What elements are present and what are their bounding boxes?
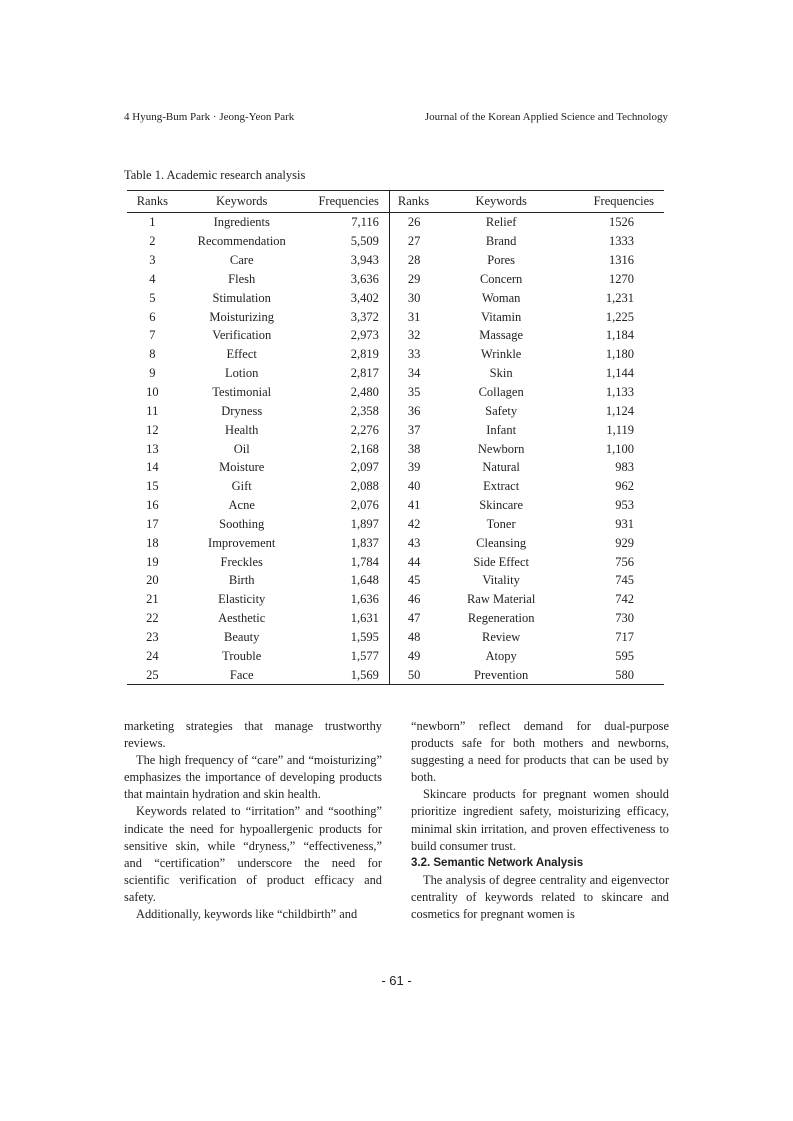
rank-cell: 9: [149, 366, 156, 381]
keyword-cell: Acne: [228, 498, 255, 513]
table-body: [127, 213, 664, 685]
keyword-cell: Moisture: [219, 460, 265, 475]
paragraph: Skincare products for pregnant women should prioritize ingredient safety, moisturizing efficacy, minimal skin irritation, and proven effectiveness to build consumer trust.: [411, 787, 669, 853]
frequency-cell: 1,119: [606, 422, 634, 437]
keyword-cell: Toner: [486, 516, 516, 531]
rank-cell: 49: [389, 646, 451, 665]
rank-cell: 37: [389, 420, 451, 439]
table-row: [127, 496, 664, 515]
keyword-cell: Freckles: [220, 554, 263, 569]
frequency-cell: 1,569: [306, 665, 390, 684]
table-row: [127, 552, 664, 571]
frequency-cell: 1,595: [350, 629, 379, 644]
rank-cell: 41: [389, 496, 451, 515]
rank-cell: 15: [146, 479, 159, 494]
keyword-cell: Prevention: [451, 665, 551, 684]
keyword-cell: Lotion: [225, 366, 259, 381]
keyword-cell: Improvement: [208, 535, 276, 550]
rank-cell: 13: [146, 441, 159, 456]
frequency-cell: 717: [615, 629, 634, 644]
rank-cell: 5: [149, 290, 156, 305]
table-row: [127, 571, 664, 590]
keyword-frequency-table: [127, 190, 664, 685]
keyword-cell: Vitamin: [481, 309, 522, 324]
keyword-cell: Ingredients: [213, 215, 270, 230]
rank-cell: 32: [389, 326, 451, 345]
page-number: - 61 -: [381, 973, 412, 988]
frequency-cell: 2,076: [350, 498, 379, 513]
rank-cell: 30: [389, 288, 451, 307]
table-row: [127, 326, 664, 345]
header-keywords-2: Keywords: [451, 191, 551, 213]
section-heading: 3.2. Semantic Network Analysis: [411, 856, 584, 869]
frequency-cell: 2,819: [350, 347, 379, 362]
rank-cell: 35: [389, 383, 451, 402]
keyword-cell: Beauty: [224, 629, 260, 644]
rank-cell: 36: [389, 401, 451, 420]
rank-cell: 19: [146, 554, 159, 569]
frequency-cell: 2,358: [350, 403, 379, 418]
paragraph: marketing strategies that manage trustworthy reviews.: [124, 719, 382, 751]
frequency-cell: 2,480: [350, 385, 379, 400]
frequency-cell: 1,184: [605, 328, 634, 343]
table-row: [127, 383, 664, 402]
rank-cell: 10: [146, 385, 159, 400]
frequency-cell: 1,577: [350, 648, 379, 663]
rank-cell: 2: [149, 234, 156, 249]
header-frequencies: Frequencies: [306, 191, 390, 213]
table-row: [127, 364, 664, 383]
frequency-cell: 7,116: [351, 215, 379, 230]
keyword-cell: Oil: [233, 441, 250, 456]
frequency-cell: 3,943: [350, 253, 379, 268]
rank-cell: 22: [146, 611, 159, 626]
frequency-cell: 983: [615, 460, 634, 475]
keyword-cell: Collagen: [478, 385, 524, 400]
table-row: [127, 213, 664, 232]
rank-cell: 43: [389, 533, 451, 552]
table-row: [127, 401, 664, 420]
rank-cell: 11: [146, 403, 159, 418]
rank-cell: 24: [146, 648, 159, 663]
frequency-cell: 745: [615, 573, 634, 588]
table-row: [127, 288, 664, 307]
keyword-cell: Birth: [228, 573, 255, 588]
keyword-cell: Verification: [212, 328, 272, 343]
frequency-cell: 5,509: [350, 234, 379, 249]
rank-cell: 23: [146, 629, 159, 644]
rank-cell: 16: [146, 498, 159, 513]
rank-cell: 40: [389, 477, 451, 496]
table-row: [127, 628, 664, 647]
frequency-cell: 730: [615, 611, 634, 626]
table-row: [127, 307, 664, 326]
frequency-cell: 2,088: [350, 479, 379, 494]
rank-cell: 45: [389, 571, 451, 590]
table-row: [127, 477, 664, 496]
table-row: [127, 270, 664, 289]
keyword-cell: Recommendation: [197, 234, 286, 249]
rank-cell: 38: [389, 439, 451, 458]
rank-cell: 12: [146, 422, 159, 437]
keyword-cell: Concern: [479, 271, 523, 286]
rank-cell: 8: [149, 347, 156, 362]
frequency-cell: 1,636: [350, 592, 379, 607]
header-ranks-2: Ranks: [389, 191, 451, 213]
keyword-cell: Gift: [231, 479, 252, 494]
frequency-cell: 1,784: [350, 554, 379, 569]
table-row: [127, 515, 664, 534]
keyword-cell: Atopy: [485, 648, 517, 663]
keyword-cell: Review: [482, 629, 521, 644]
paragraph: Additionally, keywords like “childbirth” and: [136, 907, 358, 922]
frequency-cell: 1,180: [605, 347, 634, 362]
frequency-cell: 1,648: [350, 573, 379, 588]
keyword-cell: Regeneration: [467, 611, 535, 626]
table-row: [127, 533, 664, 552]
rank-cell: 50: [389, 665, 451, 684]
keyword-cell: Massage: [479, 328, 524, 343]
table-row: [127, 232, 664, 251]
frequency-cell: 3,372: [350, 309, 379, 324]
keyword-cell: Flesh: [228, 271, 256, 286]
keyword-cell: Natural: [482, 460, 520, 475]
rank-cell: 27: [389, 232, 451, 251]
frequency-cell: 1,144: [605, 366, 634, 381]
rank-cell: 28: [389, 251, 451, 270]
keyword-cell: Woman: [481, 290, 521, 305]
keyword-cell: Newborn: [477, 441, 525, 456]
rank-cell: 47: [389, 609, 451, 628]
keyword-cell: Dryness: [221, 403, 263, 418]
frequency-cell: 2,097: [350, 460, 379, 475]
frequency-cell: 2,817: [350, 366, 379, 381]
rank-cell: 26: [389, 213, 451, 232]
rank-cell: 29: [389, 270, 451, 289]
keyword-cell: Infant: [486, 422, 517, 437]
body-column-left: [124, 718, 382, 923]
keyword-cell: Wrinkle: [480, 347, 522, 362]
keyword-cell: Health: [225, 422, 259, 437]
table-row: [127, 420, 664, 439]
frequency-cell: 1,133: [605, 385, 634, 400]
rank-cell: 34: [389, 364, 451, 383]
frequency-cell: 1,631: [350, 611, 379, 626]
keyword-cell: Skincare: [479, 498, 523, 513]
keyword-cell: Moisturizing: [209, 309, 274, 324]
table-row: [127, 458, 664, 477]
paragraph: Keywords related to “irritation” and “soothing” indicate the need for hypoallergenic products for sensitive skin, while “dryness,” “effectiveness,” and “certification” underscore the need for scientific verification of product efficacy and safety.: [124, 804, 382, 904]
keyword-cell: Vitality: [482, 573, 520, 588]
frequency-cell: 1,897: [350, 516, 379, 531]
keyword-cell: Care: [229, 253, 254, 268]
rank-cell: 39: [389, 458, 451, 477]
header-ranks: Ranks: [127, 191, 178, 213]
header-keywords: Keywords: [178, 191, 306, 213]
keyword-cell: Safety: [485, 403, 518, 418]
frequency-cell: 931: [615, 516, 634, 531]
keyword-cell: Trouble: [222, 648, 262, 663]
frequency-cell: 2,168: [350, 441, 379, 456]
keyword-cell: Skin: [489, 366, 513, 381]
keyword-cell: Raw Material: [466, 592, 536, 607]
keyword-cell: Extract: [483, 479, 520, 494]
rank-cell: 6: [149, 309, 156, 324]
frequency-cell: 3,636: [350, 271, 379, 286]
keyword-cell: Brand: [485, 234, 517, 249]
rank-cell: 7: [149, 328, 156, 343]
table-row: [127, 646, 664, 665]
keyword-cell: Testimonial: [212, 385, 272, 400]
rank-cell: 17: [146, 516, 159, 531]
keyword-cell: Relief: [485, 215, 517, 230]
keyword-cell: Cleansing: [476, 535, 527, 550]
frequency-cell: 742: [615, 592, 634, 607]
rank-cell: 42: [389, 515, 451, 534]
table-caption: Table 1. Academic research analysis: [124, 168, 306, 182]
frequency-cell: 1,231: [605, 290, 634, 305]
frequency-cell: 1,124: [605, 403, 634, 418]
rank-cell: 20: [146, 573, 159, 588]
frequency-cell: 1526: [609, 215, 634, 230]
keyword-cell: Stimulation: [212, 290, 271, 305]
rank-cell: 48: [389, 628, 451, 647]
rank-cell: 4: [149, 271, 156, 286]
paragraph: The high frequency of “care” and “moisturizing” emphasizes the importance of developing products that maintain hydration and skin health.: [124, 753, 382, 802]
frequency-cell: 595: [615, 648, 634, 663]
body-column-right: [411, 718, 669, 923]
running-header-authors: 4 Hyung-Bum Park · Jeong-Yeon Park: [124, 111, 295, 123]
table-row: [127, 665, 664, 684]
frequency-cell: 1,100: [605, 441, 634, 456]
paragraph: The analysis of degree centrality and eigenvector centrality of keywords related to skincare and cosmetics for pregnant women is: [411, 872, 669, 922]
frequency-cell: 1316: [609, 253, 634, 268]
frequency-cell: 1,837: [350, 535, 379, 550]
paragraph: “newborn” reflect demand for dual-purpose products safe for both mothers and newborns, suggesting a need for products that can be used by both.: [411, 719, 669, 785]
rank-cell: 33: [389, 345, 451, 364]
table-row: [127, 251, 664, 270]
frequency-cell: 929: [615, 535, 634, 550]
frequency-cell: 1333: [609, 234, 634, 249]
rank-cell: 1: [149, 215, 156, 230]
frequency-cell: 962: [615, 479, 634, 494]
keyword-cell: Side Effect: [473, 554, 529, 569]
table-row: [127, 345, 664, 364]
table-header-row: [127, 191, 664, 213]
rank-cell: 14: [146, 460, 159, 475]
frequency-cell: 2,276: [350, 422, 379, 437]
frequency-cell: 580: [551, 665, 664, 684]
table-row: [127, 439, 664, 458]
running-header-journal: Journal of the Korean Applied Science and Technology: [424, 111, 668, 123]
rank-cell: 3: [149, 253, 156, 268]
frequency-cell: 1270: [609, 271, 634, 286]
table-row: [127, 590, 664, 609]
keyword-cell: Effect: [226, 347, 257, 362]
keyword-cell: Face: [178, 665, 306, 684]
frequency-cell: 1,225: [605, 309, 634, 324]
rank-cell: 31: [389, 307, 451, 326]
rank-cell: 25: [127, 665, 178, 684]
rank-cell: 21: [146, 592, 159, 607]
keyword-cell: Soothing: [219, 516, 265, 531]
frequency-cell: 2,973: [350, 328, 379, 343]
table-row: [127, 609, 664, 628]
rank-cell: 18: [146, 535, 159, 550]
header-frequencies-2: Frequencies: [551, 191, 664, 213]
keyword-cell: Elasticity: [218, 592, 266, 607]
rank-cell: 44: [389, 552, 451, 571]
rank-cell: 46: [389, 590, 451, 609]
frequency-cell: 756: [615, 554, 634, 569]
frequency-cell: 953: [615, 498, 634, 513]
frequency-cell: 3,402: [350, 290, 379, 305]
keyword-cell: Pores: [487, 253, 516, 268]
keyword-cell: Aesthetic: [218, 611, 266, 626]
